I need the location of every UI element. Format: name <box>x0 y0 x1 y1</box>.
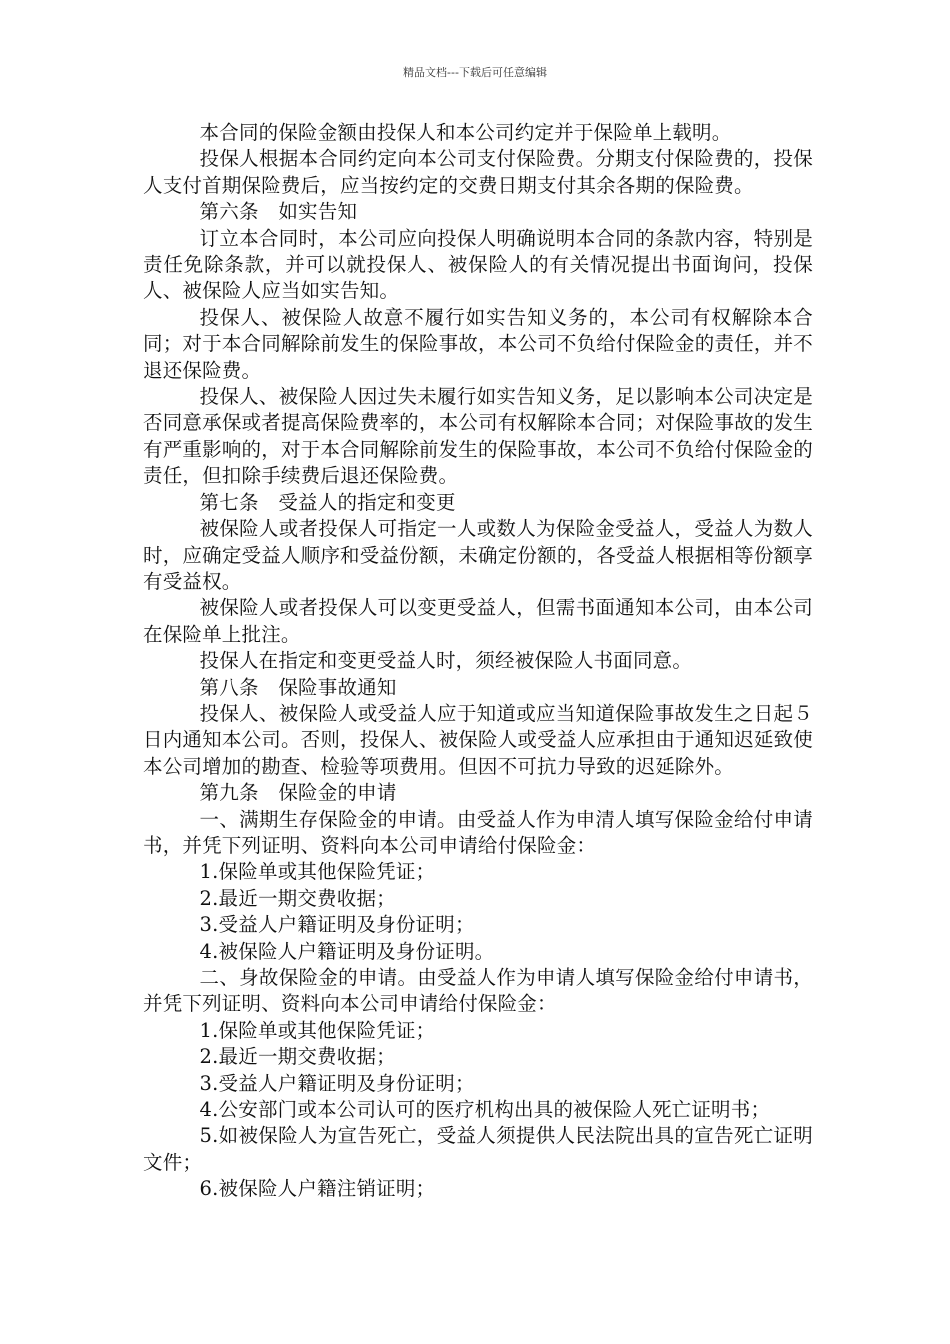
document-body <box>143 120 813 1203</box>
paragraph: 一、满期生存保险金的申请。由受益人作为申清人填写保险金给付申请书，并凭下列证明、资料向本公司申请给付保险金： <box>143 807 813 857</box>
list-item: 4.公安部门或本公司认可的医疗机构出具的被保险人死亡证明书； <box>199 1098 771 1122</box>
paragraph: 投保人根据本合同约定向本公司支付保险费。分期支付保险费的，投保人支付首期保险费后，应当按约定的交费日期支付其余各期的保险费。 <box>143 147 813 197</box>
page-header: 精品文档---下载后可任意编辑 <box>403 66 547 79</box>
list-item: 3.受益人户籍证明及身份证明； <box>199 1071 475 1095</box>
paragraph: 投保人、被保险人故意不履行如实告知义务的，本公司有权解除本合同；对于本合同解除前发生的保险事故，本公司不负给付保险金的责任，并不退还保险费。 <box>143 305 813 382</box>
paragraph: 投保人、被保险人因过失未履行如实告知义务，足以影响本公司决定是否同意承保或者提高保险费率的，本公司有权解除本合同；对保险事故的发生有严重影响的，对于本合同解除前发生的保险事故，本公司不负给付保险金的责任，但扣除手续费后退还保险费。 <box>143 385 813 488</box>
section-heading: 第九条 保险金的申请 <box>199 781 397 805</box>
list-item: 2.最近一期交费收据； <box>199 886 396 910</box>
paragraph: 订立本合同时，本公司应向投保人明确说明本合同的条款内容，特别是责任免除条款，并可以就投保人、被保险人的有关情况提出书面询问，投保人、被保险人应当如实告知。 <box>143 226 813 303</box>
paragraph: 投保人在指定和变更受益人时，须经被保险人书面同意。 <box>199 649 693 673</box>
list-item: 6.被保险人户籍注销证明； <box>199 1177 436 1201</box>
list-item: 1.保险单或其他保险凭证； <box>199 1018 436 1042</box>
list-item: 4.被保险人户籍证明及身份证明。 <box>199 939 495 963</box>
section-heading: 第八条 保险事故通知 <box>199 675 397 699</box>
paragraph: 被保险人或者投保人可指定一人或数人为保险金受益人，受益人为数人时，应确定受益人顺序和受益份额，未确定份额的，各受益人根据相等份额享有受益权。 <box>143 517 813 593</box>
list-item: 5.如被保险人为宣告死亡，受益人须提供人民法院出具的宣告死亡证明文件； <box>143 1124 813 1174</box>
section-heading: 第七条 受益人的指定和变更 <box>199 490 456 514</box>
paragraph: 二、身故保险金的申请。由受益人作为申请人填写保险金给付申请书，并凭下列证明、资料向本公司申请给付保险金： <box>143 966 813 1016</box>
list-item: 1.保险单或其他保险凭证； <box>199 860 436 884</box>
paragraph: 投保人、被保险人或受益人应于知道或应当知道保险事故发生之日起５日内通知本公司。否则，投保人、被保险人或受益人应承担由于通知迟延致使本公司增加的勘查、检验等项费用。但因不可抗力导致的迟延除外。 <box>143 701 813 778</box>
paragraph: 被保险人或者投保人可以变更受益人，但需书面通知本公司，由本公司在保险单上批注。 <box>143 596 813 646</box>
list-item: 3.受益人户籍证明及身份证明； <box>199 913 475 937</box>
section-heading: 第六条 如实告知 <box>199 200 358 224</box>
list-item: 2.最近一期交费收据； <box>199 1045 396 1069</box>
paragraph: 本合同的保险金额由投保人和本公司约定并于保险单上载明。 <box>199 121 732 144</box>
